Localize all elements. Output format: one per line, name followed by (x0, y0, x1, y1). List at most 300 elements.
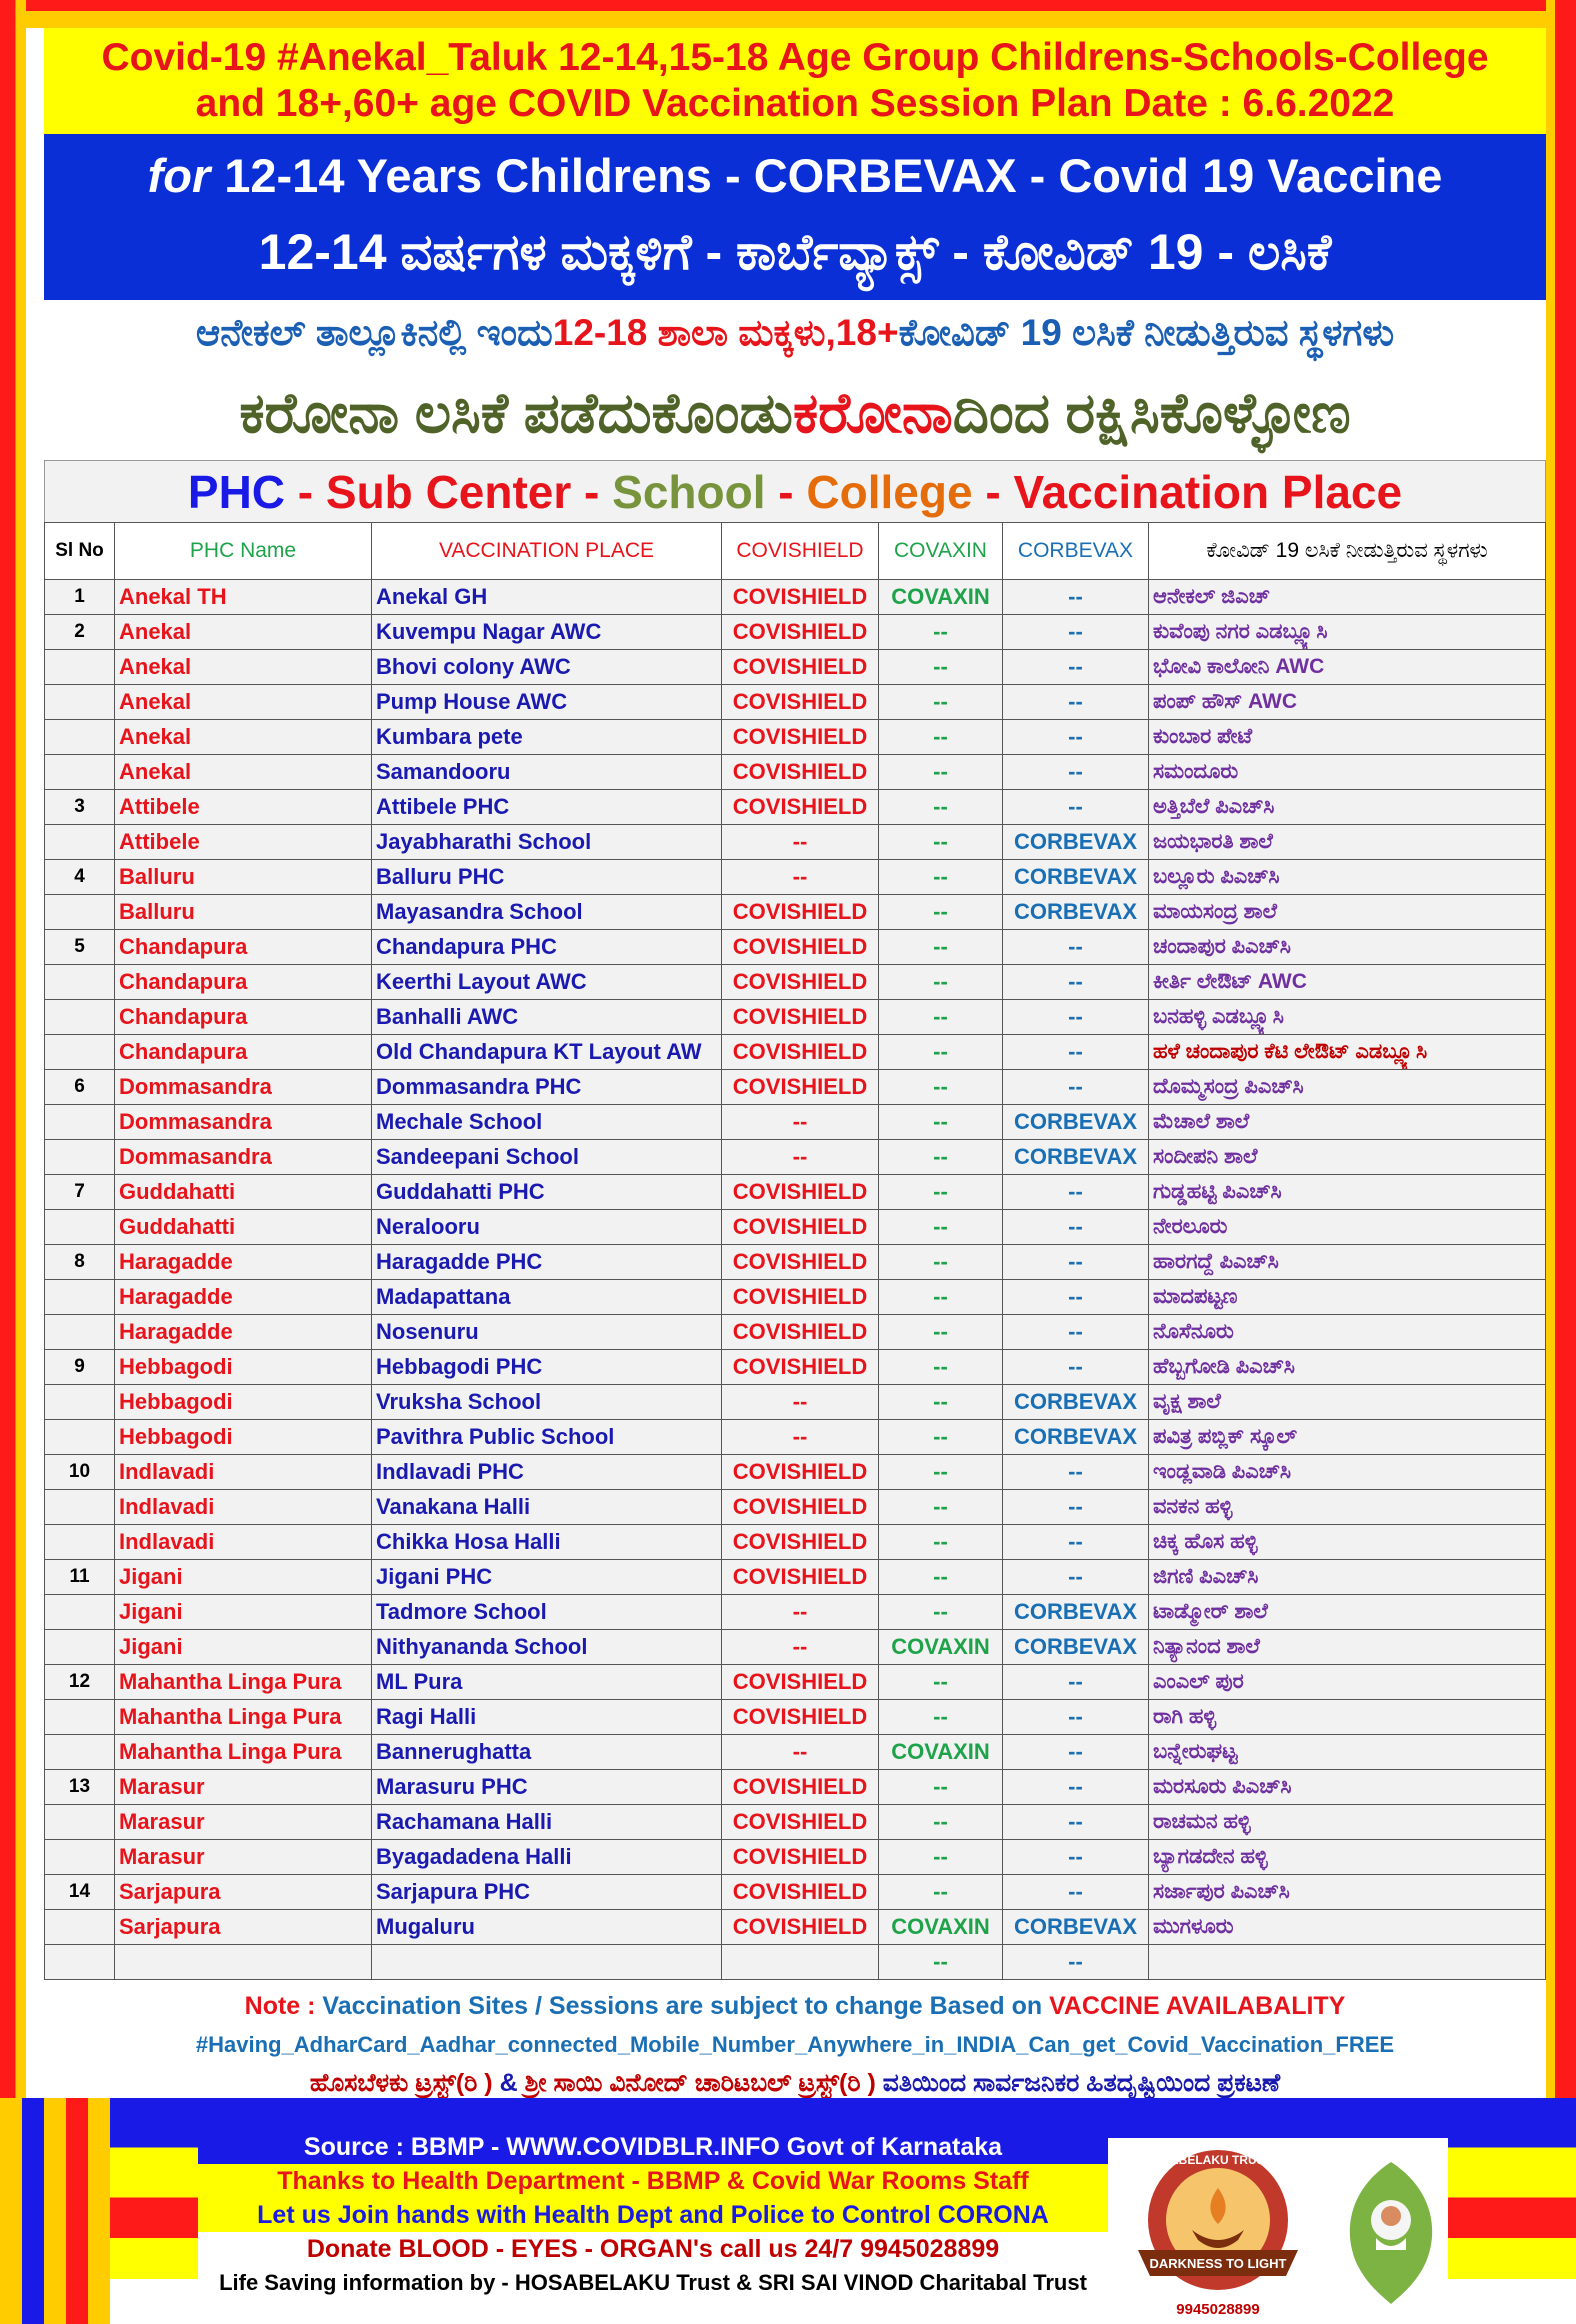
covishield-cell: COVISHIELD (722, 1315, 879, 1350)
covishield-cell: COVISHIELD (722, 1840, 879, 1875)
phc-name-cell: Anekal TH (115, 580, 372, 615)
footer-left-stripes (0, 2098, 110, 2324)
footer (0, 2098, 1576, 2324)
covaxin-cell: -- (879, 930, 1003, 965)
corbevax-cell: -- (1003, 930, 1149, 965)
covaxin-cell: -- (879, 860, 1003, 895)
sl-no-cell (45, 1035, 115, 1070)
sai-leaf-logo (1336, 2158, 1446, 2308)
table-body (45, 580, 1546, 1980)
trust-ampersand: & (499, 2069, 525, 2098)
vaccination-place-cell: Chandapura PHC (372, 930, 722, 965)
corbevax-cell: CORBEVAX (1003, 895, 1149, 930)
donate-line: Donate BLOOD - EYES - ORGAN's call us 24/7 9945028899 (198, 2232, 1108, 2266)
legend-separator: - (972, 465, 1014, 518)
table-row (45, 1455, 1546, 1490)
vaccination-place-cell: Neralooru (372, 1210, 722, 1245)
covaxin-cell: -- (879, 965, 1003, 1000)
sl-no-cell: 4 (45, 860, 115, 895)
sl-no-cell (45, 825, 115, 860)
table-row (45, 580, 1546, 615)
table-row (45, 755, 1546, 790)
covishield-cell: COVISHIELD (722, 1560, 879, 1595)
kannada-place-cell: ಹೆಬ್ಬಗೋಡಿ ಪಿಎಚ್‌ಸಿ (1149, 1350, 1546, 1385)
covaxin-cell: -- (879, 1350, 1003, 1385)
phc-name-cell: Indlavadi (115, 1455, 372, 1490)
covishield-cell: COVISHIELD (722, 1525, 879, 1560)
vaccination-place-cell: Balluru PHC (372, 860, 722, 895)
corbevax-cell: -- (1003, 1875, 1149, 1910)
kannada-place-cell: ಕುವೆಂಪು ನಗರ ಎಡಬ್ಲ್ಯೂಸಿ (1149, 615, 1546, 650)
corbevax-cell: CORBEVAX (1003, 1385, 1149, 1420)
sl-no-cell: 7 (45, 1175, 115, 1210)
corbevax-cell: -- (1003, 1525, 1149, 1560)
table-row (45, 1735, 1546, 1770)
sl-no-cell: 3 (45, 790, 115, 825)
vaccination-place-cell: Sandeepani School (372, 1140, 722, 1175)
table-row (45, 615, 1546, 650)
corbevax-cell: CORBEVAX (1003, 1420, 1149, 1455)
table-row (45, 1420, 1546, 1455)
covaxin-cell: -- (879, 755, 1003, 790)
covishield-cell (722, 1945, 879, 1980)
phc-name-cell: Sarjapura (115, 1875, 372, 1910)
kannada-place-cell: ಎಂಎಲ್ ಪುರ (1149, 1665, 1546, 1700)
header-covaxin: COVAXIN (879, 523, 1003, 580)
phc-name-cell: Jigani (115, 1595, 372, 1630)
kannada-place-cell: ಬನಹಳ್ಳಿ ಎಡಬ್ಲ್ಯೂಸಿ (1149, 1000, 1546, 1035)
covaxin-cell: COVAXIN (879, 1735, 1003, 1770)
covaxin-cell: -- (879, 1595, 1003, 1630)
vaccination-place-cell: Bannerughatta (372, 1735, 722, 1770)
kannada-place-cell: ರಾಗಿ ಹಳ್ಳಿ (1149, 1700, 1546, 1735)
covishield-cell: -- (722, 1595, 879, 1630)
phc-name-cell: Jigani (115, 1630, 372, 1665)
phc-name-cell: Mahantha Linga Pura (115, 1665, 372, 1700)
phc-name-cell: Chandapura (115, 1000, 372, 1035)
table-row (45, 930, 1546, 965)
covaxin-cell: -- (879, 1840, 1003, 1875)
kannada-line1-part-b: 12-18 ಶಾಲಾ ಮಕ್ಕಳು,18+ (552, 311, 899, 353)
kannada-place-cell: ಪವಿತ್ರ ಪಬ್ಲಿಕ್ ಸ್ಕೂಲ್ (1149, 1420, 1546, 1455)
vaccination-place-cell: Tadmore School (372, 1595, 722, 1630)
kannada-place-cell: ಕೀರ್ತಿ ಲೇಔಟ್ AWC (1149, 965, 1546, 1000)
table-row (45, 1350, 1546, 1385)
sl-no-cell: 2 (45, 615, 115, 650)
table-row (45, 1490, 1546, 1525)
phc-name-cell: Sarjapura (115, 1910, 372, 1945)
covaxin-cell: -- (879, 1420, 1003, 1455)
corbevax-cell: CORBEVAX (1003, 1105, 1149, 1140)
table-row (45, 1280, 1546, 1315)
corbevax-cell: -- (1003, 1000, 1149, 1035)
header-corbevax: CORBEVAX (1003, 523, 1149, 580)
sl-no-cell (45, 1700, 115, 1735)
life-saving-line: Life Saving information by - HOSABELAKU Trust & SRI SAI VINOD Charitabal Trust (198, 2266, 1108, 2300)
corbevax-cell: -- (1003, 1805, 1149, 1840)
corbevax-cell: CORBEVAX (1003, 1595, 1149, 1630)
phc-name-cell: Mahantha Linga Pura (115, 1700, 372, 1735)
kannada-place-cell: ಚಂದಾಪುರ ಪಿಎಚ್‌ಸಿ (1149, 930, 1546, 965)
kannada-place-cell: ಮೆಚಾಲೆ ಶಾಲೆ (1149, 1105, 1546, 1140)
table-row (45, 1525, 1546, 1560)
table-row (45, 1140, 1546, 1175)
table-row (45, 1175, 1546, 1210)
title-band (44, 28, 1546, 134)
legend-vaccination-place: Vaccination Place (1013, 465, 1403, 518)
covishield-cell: COVISHIELD (722, 720, 879, 755)
corbevax-cell: -- (1003, 1945, 1149, 1980)
corbevax-cell: -- (1003, 1840, 1149, 1875)
kannada-place-cell: ವನಕನ ಹಳ್ಳಿ (1149, 1490, 1546, 1525)
vaccination-place-cell: Mayasandra School (372, 895, 722, 930)
aadhar-hashtag: #Having_AdharCard_Aadhar_connected_Mobile_Number_Anywhere_in_INDIA_Can_get_Covid_Vaccination_FREE (195, 2031, 1395, 2057)
legend-separator: - (285, 465, 326, 518)
kannada-place-cell: ಗುಡ್ಡಹಟ್ಟಿ ಪಿಎಚ್‌ಸಿ (1149, 1175, 1546, 1210)
phc-name-cell: Mahantha Linga Pura (115, 1735, 372, 1770)
vaccination-place-cell: ML Pura (372, 1665, 722, 1700)
kannada-place-cell: ಮಾಯಸಂದ್ರ ಶಾಲೆ (1149, 895, 1546, 930)
covishield-cell: COVISHIELD (722, 1350, 879, 1385)
covishield-cell: COVISHIELD (722, 1280, 879, 1315)
phc-name-cell: Anekal (115, 685, 372, 720)
logo-banner-text: DARKNESS TO LIGHT (1149, 2256, 1287, 2271)
corbevax-cell: -- (1003, 685, 1149, 720)
sl-no-cell (45, 1525, 115, 1560)
covishield-cell: -- (722, 1105, 879, 1140)
corbevax-cell: CORBEVAX (1003, 1140, 1149, 1175)
covishield-cell: -- (722, 1420, 879, 1455)
vaccination-place-cell: Jayabharathi School (372, 825, 722, 860)
sl-no-cell (45, 1630, 115, 1665)
covishield-cell: COVISHIELD (722, 1000, 879, 1035)
vaccination-place-cell (372, 1945, 722, 1980)
covishield-cell: COVISHIELD (722, 1875, 879, 1910)
sl-no-cell: 8 (45, 1245, 115, 1280)
legend-separator: - (571, 465, 613, 518)
sl-no-cell: 14 (45, 1875, 115, 1910)
vaccination-place-cell: Old Chandapura KT Layout AW (372, 1035, 722, 1070)
vaccination-place-cell: Sarjapura PHC (372, 1875, 722, 1910)
sl-no-cell (45, 1315, 115, 1350)
table-row (45, 895, 1546, 930)
covaxin-cell: -- (879, 1105, 1003, 1140)
frame-left-border (0, 0, 26, 2324)
table-row (45, 1875, 1546, 1910)
covaxin-cell: -- (879, 1140, 1003, 1175)
kannada-place-cell: ಹಳೆ ಚಂದಾಪುರ ಕೆಟಿ ಲೇಔಟ್ ಎಡಬ್ಲ್ಯೂಸಿ (1149, 1035, 1546, 1070)
availability-note (245, 1992, 1346, 2021)
kannada-place-cell: ಇಂಡ್ಲವಾಡಿ ಪಿಎಚ್‌ಸಿ (1149, 1455, 1546, 1490)
table-row (45, 1630, 1546, 1665)
table-row (45, 1910, 1546, 1945)
phc-name-cell: Hebbagodi (115, 1350, 372, 1385)
covishield-cell: COVISHIELD (722, 930, 879, 965)
corbevax-cell: -- (1003, 1490, 1149, 1525)
frame-top-border (0, 0, 1576, 28)
covishield-cell: COVISHIELD (722, 1700, 879, 1735)
phc-name-cell: Attibele (115, 790, 372, 825)
covaxin-cell: -- (879, 1525, 1003, 1560)
sl-no-cell (45, 1595, 115, 1630)
phc-name-cell: Anekal (115, 650, 372, 685)
covaxin-cell: -- (879, 1560, 1003, 1595)
covaxin-cell: -- (879, 1035, 1003, 1070)
vaccination-place-cell: Mechale School (372, 1105, 722, 1140)
sl-no-cell (45, 685, 115, 720)
header-phc-name: PHC Name (115, 523, 372, 580)
corbevax-cell: -- (1003, 1350, 1149, 1385)
sl-no-cell (45, 1420, 115, 1455)
table-row (45, 720, 1546, 755)
phc-name-cell (115, 1945, 372, 1980)
phc-name-cell: Marasur (115, 1805, 372, 1840)
footer-info-lines (198, 2130, 1108, 2300)
covaxin-cell: -- (879, 1245, 1003, 1280)
covishield-cell: COVISHIELD (722, 895, 879, 930)
sl-no-cell (45, 650, 115, 685)
subtitle-kannada: 12-14 ವರ್ಷಗಳ ಮಕ್ಕಳಿಗೆ - ಕಾರ್ಬೆವ್ಯಾಕ್ಸ್ - ಕೋವಿಡ್ 19 - ಲಸಿಕೆ (258, 224, 1332, 280)
sl-no-cell: 6 (45, 1070, 115, 1105)
corbevax-cell: -- (1003, 1035, 1149, 1070)
sl-no-cell (45, 1945, 115, 1980)
for-word: for (147, 149, 211, 202)
join-hands-line: Let us Join hands with Health Dept and Police to Control CORONA (198, 2198, 1108, 2232)
corbevax-cell: -- (1003, 720, 1149, 755)
covaxin-cell: -- (879, 1000, 1003, 1035)
covaxin-cell: -- (879, 615, 1003, 650)
vaccination-place-cell: Madapattana (372, 1280, 722, 1315)
phc-name-cell: Marasur (115, 1770, 372, 1805)
corbevax-cell: -- (1003, 1280, 1149, 1315)
note-text: Vaccination Sites / Sessions are subject to change Based on (322, 1991, 1050, 2020)
phc-name-cell: Haragadde (115, 1280, 372, 1315)
table-row (45, 1035, 1546, 1070)
corbevax-cell: -- (1003, 1770, 1149, 1805)
vaccination-place-cell: Byagadadena Halli (372, 1840, 722, 1875)
sl-no-cell: 10 (45, 1455, 115, 1490)
poster-content (44, 28, 1546, 2108)
kannada-place-cell: ದೊಮ್ಮಸಂದ್ರ ಪಿಎಚ್‌ಸಿ (1149, 1070, 1546, 1105)
thanks-line: Thanks to Health Department - BBMP & Covid War Rooms Staff (198, 2164, 1108, 2198)
covishield-cell: COVISHIELD (722, 1910, 879, 1945)
sl-no-cell (45, 1490, 115, 1525)
subtitle-english-text: 12-14 Years Childrens - CORBEVAX - Covid 19 Vaccine (224, 149, 1443, 202)
corbevax-cell: -- (1003, 1665, 1149, 1700)
covishield-cell: COVISHIELD (722, 1665, 879, 1700)
covaxin-cell: -- (879, 1945, 1003, 1980)
kannada-line1-part-a: ಆನೇಕಲ್ ತಾಲ್ಲೂಕಿನಲ್ಲಿ ಇಂದು (195, 311, 553, 353)
corbevax-cell: -- (1003, 1700, 1149, 1735)
logos-area (1108, 2138, 1448, 2324)
covishield-cell: COVISHIELD (722, 1245, 879, 1280)
phc-name-cell: Haragadde (115, 1245, 372, 1280)
phc-name-cell: Guddahatti (115, 1210, 372, 1245)
vaccination-place-cell: Samandooru (372, 755, 722, 790)
vaccination-place-cell: Nosenuru (372, 1315, 722, 1350)
kannada-line1-part-c: ಕೋವಿಡ್ 19 ಲಸಿಕೆ ನೀಡುತ್ತಿರುವ ಸ್ಥಳಗಳು (898, 311, 1395, 353)
table-row (45, 1315, 1546, 1350)
phc-name-cell: Hebbagodi (115, 1420, 372, 1455)
kannada-slogan-part-b: ಕರೋನಾ (792, 380, 953, 444)
table-row (45, 1105, 1546, 1140)
kannada-place-cell: ಆನೇಕಲ್ ಜಿಎಚ್ (1149, 580, 1546, 615)
corbevax-cell: -- (1003, 965, 1149, 1000)
vaccination-place-cell: Pavithra Public School (372, 1420, 722, 1455)
vaccination-place-cell: Nithyananda School (372, 1630, 722, 1665)
covaxin-cell: -- (879, 1805, 1003, 1840)
vaccination-place-cell: Dommasandra PHC (372, 1070, 722, 1105)
covishield-cell: COVISHIELD (722, 580, 879, 615)
vaccination-place-cell: Bhovi colony AWC (372, 650, 722, 685)
corbevax-cell: CORBEVAX (1003, 825, 1149, 860)
kannada-place-cell (1149, 1945, 1546, 1980)
vaccine-banner (44, 134, 1546, 300)
covishield-cell: COVISHIELD (722, 650, 879, 685)
table-row (45, 1700, 1546, 1735)
title-line-1: Covid-19 #Anekal_Taluk 12-14,15-18 Age Group Childrens-Schools-College (101, 36, 1489, 79)
vaccination-place-cell: Kumbara pete (372, 720, 722, 755)
vaccination-place-cell: Kuvempu Nagar AWC (372, 615, 722, 650)
sl-no-cell (45, 720, 115, 755)
covishield-cell: COVISHIELD (722, 615, 879, 650)
corbevax-cell: CORBEVAX (1003, 1630, 1149, 1665)
covaxin-cell: -- (879, 825, 1003, 860)
table-row (45, 1805, 1546, 1840)
covishield-cell: COVISHIELD (722, 1175, 879, 1210)
sl-no-cell: 12 (45, 1665, 115, 1700)
kannada-place-cell: ಸರ್ಜಾಪುರ ಪಿಎಚ್‌ಸಿ (1149, 1875, 1546, 1910)
covaxin-cell: -- (879, 1665, 1003, 1700)
phc-name-cell: Dommasandra (115, 1070, 372, 1105)
sl-no-cell (45, 1735, 115, 1770)
covaxin-cell: -- (879, 685, 1003, 720)
sl-no-cell (45, 755, 115, 790)
vaccination-place-cell: Rachamana Halli (372, 1805, 722, 1840)
corbevax-cell: -- (1003, 580, 1149, 615)
covaxin-cell: -- (879, 1490, 1003, 1525)
phc-name-cell: Balluru (115, 860, 372, 895)
kannada-slogan-part-a: ಕರೋನಾ ಲಸಿಕೆ ಪಡೆದುಕೊಂಡು (239, 380, 793, 444)
kannada-place-cell: ಭೋವಿ ಕಾಲೋನಿ AWC (1149, 650, 1546, 685)
phc-name-cell: Guddahatti (115, 1175, 372, 1210)
column-legend (44, 460, 1546, 522)
corbevax-cell: -- (1003, 1560, 1149, 1595)
corbevax-cell: -- (1003, 615, 1149, 650)
kannada-place-cell: ಸಂದೀಪನಿ ಶಾಲೆ (1149, 1140, 1546, 1175)
kannada-place-cell: ನೊಸೆನೂರು (1149, 1315, 1546, 1350)
covishield-cell: COVISHIELD (722, 685, 879, 720)
kannada-place-cell: ವೃಕ್ಷ ಶಾಲೆ (1149, 1385, 1546, 1420)
sl-no-cell (45, 1910, 115, 1945)
vaccination-place-cell: Jigani PHC (372, 1560, 722, 1595)
header-covishield: COVISHIELD (722, 523, 879, 580)
kannada-slogan-line (44, 366, 1546, 460)
sl-no-cell (45, 1805, 115, 1840)
covaxin-cell: -- (879, 1770, 1003, 1805)
kannada-slogan-part-c: ದಿಂದ ರಕ್ಷಿಸಿಕೊಳ್ಳೋಣ (952, 380, 1351, 444)
kannada-place-cell: ಪಂಪ್ ಹೌಸ್ AWC (1149, 685, 1546, 720)
corbevax-cell: -- (1003, 1245, 1149, 1280)
phc-name-cell: Chandapura (115, 930, 372, 965)
covaxin-cell: -- (879, 1385, 1003, 1420)
vaccination-session-table (44, 522, 1546, 1980)
covishield-cell: COVISHIELD (722, 965, 879, 1000)
kannada-place-cell: ಬನ್ನೇರುಘಟ್ಟ (1149, 1735, 1546, 1770)
vaccination-place-cell: Haragadde PHC (372, 1245, 722, 1280)
vaccination-place-cell: Guddahatti PHC (372, 1175, 722, 1210)
covaxin-cell: -- (879, 1700, 1003, 1735)
phc-name-cell: Anekal (115, 720, 372, 755)
covishield-cell: -- (722, 1735, 879, 1770)
covishield-cell: -- (722, 825, 879, 860)
phc-name-cell: Jigani (115, 1560, 372, 1595)
trust-statement: ವತಿಯಿಂದ ಸಾರ್ವಜನಿಕರ ಹಿತದೃಷ್ಟಿಯಿಂದ ಪ್ರಕಟಣೆ (882, 2069, 1281, 2098)
header-kannada-place: ಕೋವಿಡ್ 19 ಲಸಿಕೆ ನೀಡುತ್ತಿರುವ ಸ್ಥಳಗಳು (1149, 523, 1546, 580)
table-row (45, 825, 1546, 860)
phc-name-cell: Indlavadi (115, 1525, 372, 1560)
vaccination-place-cell: Pump House AWC (372, 685, 722, 720)
legend-school: School (612, 465, 766, 518)
covaxin-cell: -- (879, 1455, 1003, 1490)
sl-no-cell (45, 1280, 115, 1315)
vaccination-place-cell: Ragi Halli (372, 1700, 722, 1735)
kannada-place-cell: ಹಾರಗದ್ದೆ ಪಿಎಚ್‌ಸಿ (1149, 1245, 1546, 1280)
phc-name-cell: Hebbagodi (115, 1385, 372, 1420)
corbevax-cell: -- (1003, 1210, 1149, 1245)
vaccination-place-cell: Chikka Hosa Halli (372, 1525, 722, 1560)
covaxin-cell: -- (879, 1070, 1003, 1105)
trust-name-a: ಹೊಸಬೆಳಕು ಟ್ರಸ್ಟ್(ರಿ ) (309, 2069, 500, 2098)
header-vaccination-place: VACCINATION PLACE (372, 523, 722, 580)
covaxin-cell: -- (879, 1315, 1003, 1350)
covaxin-cell: -- (879, 895, 1003, 930)
covishield-cell: COVISHIELD (722, 1805, 879, 1840)
kannada-place-cell: ಜಿಗಣಿ ಪಿಎಚ್‌ಸಿ (1149, 1560, 1546, 1595)
table-row (45, 1210, 1546, 1245)
table-row (45, 685, 1546, 720)
corbevax-cell: -- (1003, 1070, 1149, 1105)
phc-name-cell: Anekal (115, 755, 372, 790)
phc-name-cell: Dommasandra (115, 1105, 372, 1140)
kannada-place-cell: ಬಲ್ಲೂರು ಪಿಎಚ್‌ಸಿ (1149, 860, 1546, 895)
covishield-cell: -- (722, 1385, 879, 1420)
sl-no-cell (45, 1210, 115, 1245)
corbevax-cell: -- (1003, 1175, 1149, 1210)
covishield-cell: COVISHIELD (722, 755, 879, 790)
sl-no-cell (45, 1840, 115, 1875)
phc-name-cell: Chandapura (115, 965, 372, 1000)
kannada-place-cell: ರಾಚಮನ ಹಳ್ಳಿ (1149, 1805, 1546, 1840)
sl-no-cell (45, 965, 115, 1000)
logo-phone-text: 9945028899 (1176, 2301, 1260, 2318)
legend-separator: - (765, 465, 807, 518)
kannada-place-cell: ಅತ್ತಿಬೆಲೆ ಪಿಎಚ್‌ಸಿ (1149, 790, 1546, 825)
table-header-row (45, 523, 1546, 580)
kannada-place-cell: ಮುಗಳೂರು (1149, 1910, 1546, 1945)
corbevax-cell: -- (1003, 650, 1149, 685)
vaccination-place-cell: Anekal GH (372, 580, 722, 615)
sl-no-cell: 11 (45, 1560, 115, 1595)
corbevax-cell: -- (1003, 1315, 1149, 1350)
vaccination-place-cell: Attibele PHC (372, 790, 722, 825)
table-row (45, 1840, 1546, 1875)
table-row (45, 965, 1546, 1000)
corbevax-cell: -- (1003, 755, 1149, 790)
sl-no-cell (45, 1385, 115, 1420)
sl-no-cell: 1 (45, 580, 115, 615)
phc-name-cell: Anekal (115, 615, 372, 650)
